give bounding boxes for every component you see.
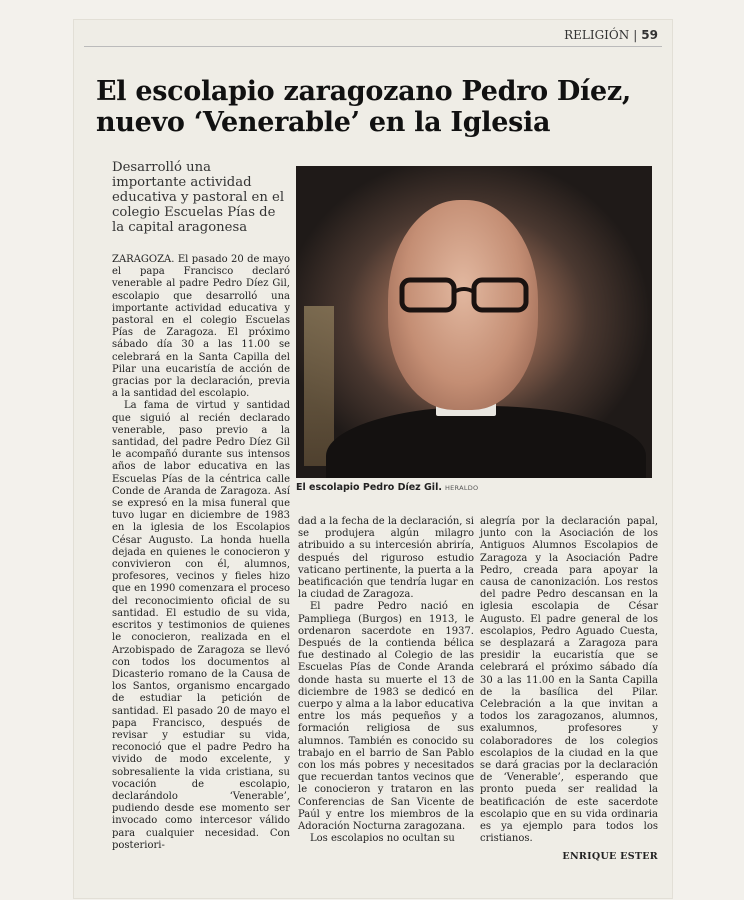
paragraph: alegría por la declaración papal, junto con la Asociación de los Antiguos Alumnos Escolapios de Zaragoza y la Asociación Padre Pedro, creada para apoyar la causa de canonización. Los restos del padre Pedro descansan en la iglesia escolapia de César Augusto. El padre general de los escolapios, Pedro Aguado Cuesta, se desplazará a Zaragoza para presidir la eucaristía que se celebrará el próximo sábado día 30 a las 11.00 en la Santa Capilla de la basílica del Pilar. Celebración a la que invitan a todos los zaragozanos, alumnos, exalumnos, profesores y colaboradores de los colegios escolapios de la ciudad en la que se dará gracias por la declaración de ‘Venerable’, esperando que pronto pueda ser realidad la beatificación de este sacerdote escolapio que en su vida ordinaria es ya ejemplo para todos los cristianos. [480, 516, 658, 845]
page-number: 59 [641, 28, 658, 42]
article-column-2 [298, 516, 474, 845]
glasses-icon [396, 276, 536, 316]
portrait-photo [296, 166, 652, 478]
paragraph: Los escolapios no ocultan su [310, 833, 455, 845]
newspaper-page [74, 20, 672, 898]
section-header [564, 28, 658, 42]
article-column-3 [480, 516, 658, 864]
header-rule [84, 46, 662, 47]
paragraph: La fama de virtud y santidad que siguió al recién declarado venerable, paso previo a la santidad, del padre Pedro Díez Gil le acompañó durante sus intensos años de labor educativa en las Escuelas Pías de la céntrica calle Conde de Aranda de Zaragoza. Así se expresó en la misa funeral que tuvo lugar en diciembre de 1983 en la iglesia de los Escolapios César Augusto. La honda huella dejada en quienes le conocieron y convivieron con él, alumnos, profesores, vecinos y fieles hizo que en 1990 comenzara el proceso del reconocimiento oficial de su santidad. El estudio de su vida, escritos y testimonios de quienes le conocieron, realizada en el Arzobispado de Zaragoza se llevó con todos los documentos al Dicasterio romano de la Causa de los Santos, organismo encargado de estudiar la petición de santidad. El pasado 20 de mayo el papa Francisco, después de revisar y estudiar su vida, reconoció que el padre Pedro ha vivido de modo excelente, y sobresaliente la vida cristiana, su vocación de escolapio, declarándolo ‘Venerable’, pudiendo desde ese momento ser invocado como intercesor válido para cualquier necesidad. Con posteriori- [112, 400, 290, 851]
paragraph: El padre Pedro nació en Pampliega (Burgos) en 1913, le ordenaron sacerdote en 1937. Después de la contienda bélica fue destinado al Colegio de las Escuelas Pías de Conde Aranda donde hasta su muerte el 13 de diciembre de 1983 se dedicó en cuerpo y alma a la labor educativa entre los más pequeños y a formación religiosa de sus alumnos. También es conocido su trabajo en el barrio de San Pablo con los más pobres y necesitados que recuerdan tantos vecinos que le conocieron y trataron en las Conferencias de San Vicente de Paúl y entre los miembros de la Adoración Nocturna zaragozana. [298, 601, 474, 833]
paragraph: dad a la fecha de la declaración, si se produjera algún milagro atribuido a su intercesión abriría, después del riguroso estudio vaticano pertinente, la puerta a la beatificación que tendría lugar en la ciudad de Zaragoza. [298, 516, 474, 601]
cassock-shoulders [326, 406, 646, 478]
photo-credit: HERALDO [444, 484, 479, 492]
caption-text: El escolapio Pedro Díez Gil. [296, 482, 442, 493]
author-signature: ENRIQUE ESTER [562, 851, 658, 863]
section-name: RELIGIÓN [564, 28, 630, 42]
background-object [304, 306, 334, 466]
deck-subheadline: Desarrolló una importante actividad educativa y pastoral en el colegio Escuelas Pías de la capital aragonesa [112, 160, 285, 235]
photo-caption [296, 482, 652, 493]
paragraph: ZARAGOZA. El pasado 20 de mayo el papa Francisco declaró venerable al padre Pedro Díez Gil, escolapio que desarrolló una importante actividad educativa y pastoral en el colegio Escuelas Pías de Zaragoza. El próximo sábado día 30 a las 11.00 se celebrará en la Santa Capilla del Pilar una eucaristía de acción de gracias por la declaración, previa a la santidad del escolapio. [112, 254, 290, 400]
article-column-1 [112, 254, 290, 852]
section-separator: | [633, 28, 638, 42]
headline: El escolapio zaragozano Pedro Díez, nuevo ‘Venerable’ en la Iglesia [96, 76, 632, 138]
